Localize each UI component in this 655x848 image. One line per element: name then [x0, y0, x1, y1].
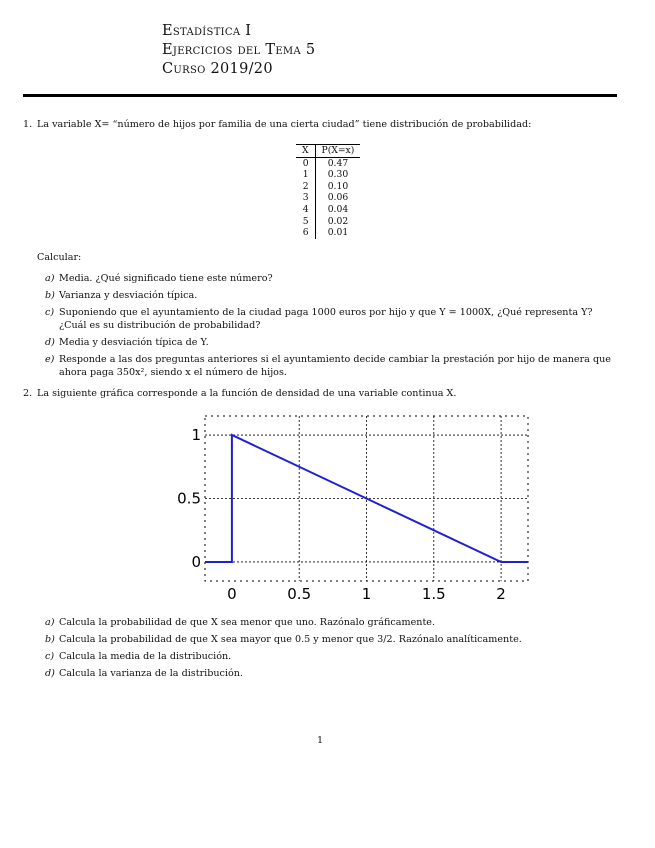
problem-2-item-b [23, 633, 617, 646]
table-cell: 0.01 [327, 227, 349, 239]
table-cell: 0 [296, 157, 315, 169]
document-header [162, 22, 315, 79]
density-chart-svg [143, 406, 543, 606]
table-cell: 2 [296, 181, 315, 193]
exercise-title: Ejercicios del Tema 5 [162, 42, 316, 58]
problem-2-item-c [23, 650, 617, 663]
table-cell: 1 [296, 169, 315, 181]
problem-text: La variable X= “número de hijos por familia de una cierta ciudad” tiene distribución de probabilidad: [37, 119, 532, 130]
item-label: c) [45, 306, 55, 318]
x-tick-label: 1 [361, 584, 372, 603]
problem-1-item-e [23, 353, 617, 379]
item-text: Calcula la probabilidad de que X sea menor que uno. Razónalo gráficamente. [59, 616, 436, 628]
problem-1-item-a [23, 272, 617, 285]
table-cell: 0.04 [327, 203, 349, 215]
x-tick-label: 1.5 [421, 584, 446, 603]
item-label: a) [45, 616, 55, 628]
x-tick-label: 2 [496, 584, 506, 603]
table-cell: 4 [296, 204, 315, 216]
table-cell: 6 [296, 227, 315, 239]
table-header-p: P(X=x) [315, 145, 360, 158]
table-cell: 3 [296, 192, 315, 204]
problem-1 [23, 118, 617, 131]
y-tick-label: 1 [191, 425, 201, 444]
table-row [296, 157, 360, 169]
problem-2-item-a [23, 616, 617, 629]
table-cell: 0.02 [327, 215, 349, 227]
item-text: Suponiendo que el ayuntamiento de la ciudad paga 1000 euros por hijo y que Y = 1000X, ¿Qué representa Y? ¿Cuál es su distribución de probabilidad? [59, 306, 593, 331]
item-label: e) [45, 353, 55, 365]
item-label: d) [45, 667, 55, 679]
item-text: Calcula la probabilidad de que X sea mayor que 0.5 y menor que 3/2. Razónalo analíticamente. [59, 633, 522, 645]
problem-2 [23, 387, 617, 400]
item-text: Media. ¿Qué significado tiene este número? [59, 272, 273, 284]
table-row [296, 169, 360, 181]
table-cell: 0.10 [327, 180, 349, 192]
item-text: Calcula la varianza de la distribución. [59, 667, 243, 679]
item-label: c) [45, 650, 55, 662]
table-row [296, 192, 360, 204]
table-cell: 0.47 [327, 157, 349, 169]
x-tick-label: 0.5 [287, 584, 312, 603]
header-rule [23, 94, 617, 97]
item-label: d) [45, 336, 55, 348]
table-cell: 0.30 [327, 169, 349, 181]
table-cell: 5 [296, 216, 315, 228]
item-label: b) [45, 633, 55, 645]
y-tick-label: 0.5 [177, 489, 201, 508]
item-text: Varianza y desviación típica. [59, 289, 198, 301]
problem-1-item-d [23, 336, 617, 349]
item-label: a) [45, 272, 55, 284]
y-tick-label: 0 [191, 552, 201, 571]
table-row [296, 204, 360, 216]
problem-2-item-d [23, 667, 617, 680]
probability-table [296, 144, 360, 239]
item-text: Media y desviación típica de Y. [59, 336, 209, 348]
density-chart [143, 406, 617, 610]
item-label: b) [45, 289, 55, 301]
table-row [296, 227, 360, 239]
table-row [296, 216, 360, 228]
course-title: Estadística I [162, 23, 252, 39]
table-cell: 0.06 [327, 192, 349, 204]
item-text: Calcula la media de la distribución. [59, 650, 232, 662]
problem-1-item-b [23, 289, 617, 302]
x-tick-label: 0 [227, 584, 237, 603]
table-header-x: X [296, 145, 315, 158]
page-number: 1 [316, 735, 324, 746]
problem-text: La siguiente gráfica corresponde a la función de densidad de una variable continua X. [37, 387, 457, 399]
document-body [23, 118, 617, 684]
table-row [296, 181, 360, 193]
problem-1-item-c [23, 306, 617, 332]
problem-number: 2. [23, 387, 33, 399]
item-text: Responde a las dos preguntas anteriores si el ayuntamiento decide cambiar la prestación por hijo de manera que ahora paga 350x², siendo x el número de hijos. [59, 353, 611, 378]
problem-number: 1. [23, 119, 33, 130]
calc-label: Calcular: [37, 251, 82, 263]
course-year: Curso 2019/20 [162, 61, 273, 77]
